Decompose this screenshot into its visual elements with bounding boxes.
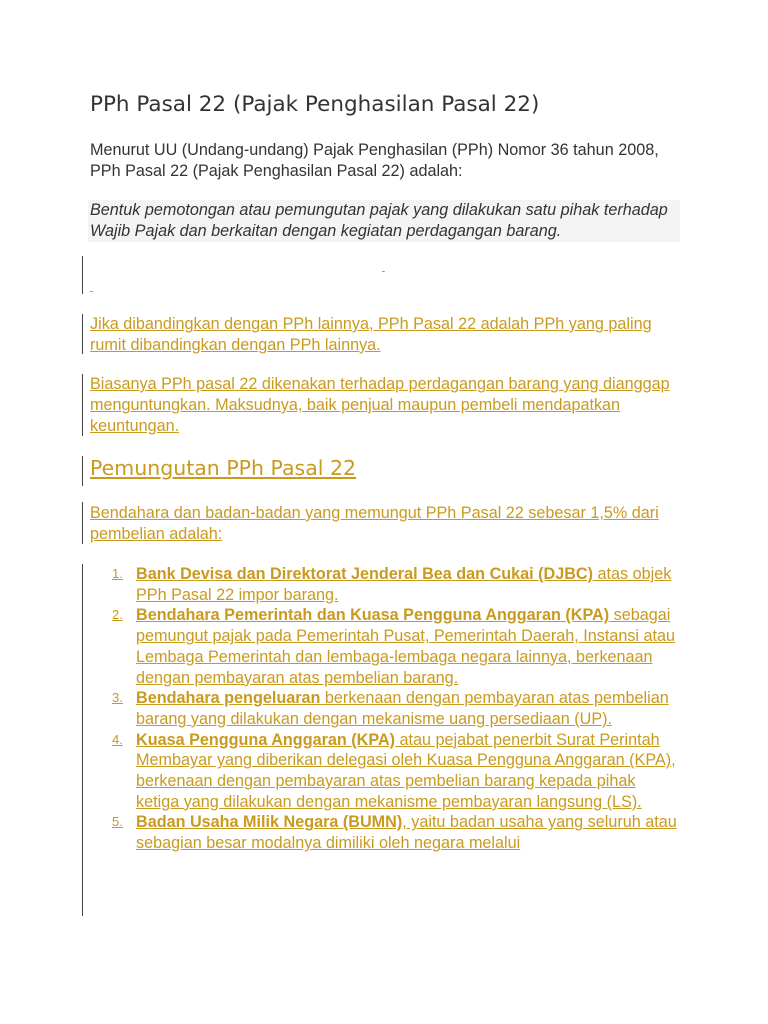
change-bar: [82, 502, 83, 544]
list-item[interactable]: [90, 812, 680, 853]
intro-paragraph: Menurut UU (Undang-undang) Pajak Penghasilan (PPh) Nomor 36 tahun 2008, PPh Pasal 22 (Pajak Penghasilan Pasal 22) adalah:: [90, 141, 659, 180]
list-item-text: atas objek PPh Pasal 22 impor barang.: [136, 565, 672, 604]
list-item[interactable]: [90, 688, 680, 729]
list-item[interactable]: [90, 564, 680, 605]
list-number: 2.: [112, 607, 123, 623]
section-heading[interactable]: Pemungutan PPh Pasal 22: [90, 456, 357, 480]
definition-quote: Bentuk pemotongan atau pemungutan pajak yang dilakukan satu pihak terhadap Wajib Pajak dan berkaitan dengan kegiatan perdagangan barang.: [88, 200, 680, 242]
list-item-text: berkenaan dengan pembayaran atas pembelian barang yang dilakukan dengan mekanisme uang persediaan (UP).: [136, 689, 669, 728]
list-item[interactable]: [90, 730, 680, 813]
empty-link-marker[interactable]: [90, 282, 93, 293]
empty-link-marker[interactable]: [382, 262, 385, 273]
page-title: PPh Pasal 22 (Pajak Penghasilan Pasal 22): [90, 92, 540, 117]
change-bar: [82, 256, 83, 294]
change-bar: [82, 456, 83, 486]
list-item-text: sebagai pemungut pajak pada Pemerintah Pusat, Pemerintah Daerah, Instansi atau Lembaga Pemerintah dan lembaga-lembaga negara lainnya, berkenaan dengan pembayaran atas pembelian barang.: [136, 606, 676, 687]
list-number: 4.: [112, 731, 123, 747]
paragraph-link[interactable]: Biasanya PPh pasal 22 dikenakan terhadap perdagangan barang yang dianggap menguntungkan. Maksudnya, baik penjual maupun pembeli mendapatkan keuntungan.: [90, 375, 670, 435]
change-bar: [82, 314, 83, 354]
list-item-bold: Kuasa Pengguna Anggaran (KPA): [136, 730, 396, 749]
list-item-text: atau pejabat penerbit Surat Perintah Membayar yang diberikan delegasi oleh Kuasa Pengguna Anggaran (KPA), berkenaan dengan pembayaran atas pembelian barang kepada pihak ketiga yang dilakukan dengan mekanisme pembayaran langsung (LS).: [136, 730, 676, 811]
list-number: 1.: [112, 566, 123, 581]
paragraph-link[interactable]: Jika dibandingkan dengan PPh lainnya, PPh Pasal 22 adalah PPh yang paling rumit dibandingkan dengan PPh lainnya.: [90, 315, 652, 354]
list-item-bold: Bank Devisa dan Direktorat Jenderal Bea dan Cukai (DJBC): [136, 565, 593, 583]
change-bar: [82, 374, 83, 436]
list-item-bold: Bendahara pengeluaran: [136, 689, 321, 708]
list-item[interactable]: [90, 605, 680, 688]
list-number: 5.: [112, 814, 123, 830]
list-item-bold: Bendahara Pemerintah dan Kuasa Pengguna Anggaran (KPA): [136, 606, 610, 625]
list-number: 3.: [112, 690, 123, 706]
collector-list: [90, 564, 680, 854]
paragraph-link[interactable]: Bendahara dan badan-badan yang memungut PPh Pasal 22 sebesar 1,5% dari pembelian adalah:: [90, 504, 659, 543]
list-item-text: , yaitu badan usaha yang seluruh atau sebagian besar modalnya dimiliki oleh negara melalui: [136, 813, 677, 853]
change-bar: [82, 564, 83, 916]
list-item-bold: Badan Usaha Milik Negara (BUMN): [136, 813, 403, 832]
